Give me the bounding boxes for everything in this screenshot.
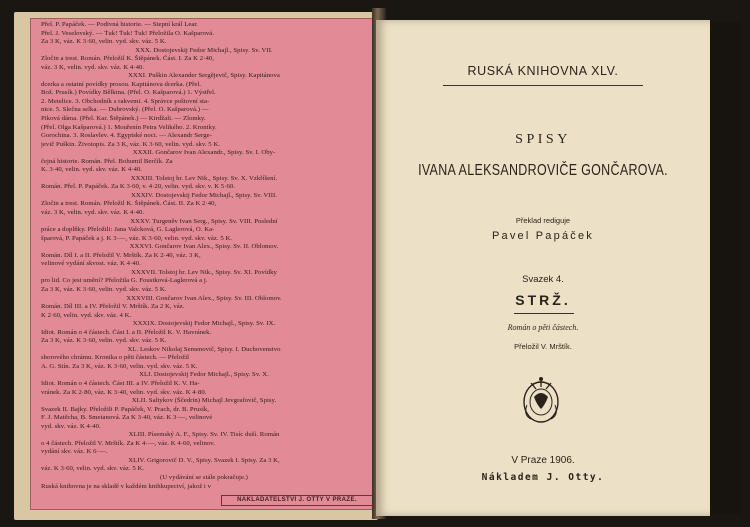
catalog-line: XXXV. Turgeněv Ivan Serg., Spisy. Sv. VIII. Poslední — [130, 217, 278, 225]
catalog-line: vyd. skv. váz. K 4·40. — [41, 422, 101, 430]
catalog-line: váz. 3 K, velin. vyd. skv. váz. K 4·40. — [41, 63, 145, 71]
catalog-line: práce a doplňky. Přeložili: Jana Valcková, G. Laglerová, O. Ka- — [41, 226, 215, 234]
catalog-line: XXXVI. Gončarov Ivan Alex., Spisy. Sv. II. Oblomov. — [129, 243, 279, 251]
catalog-line: Román. Přel. P. Papáček. Za K 3·60, v. 4·20, velin. vyd. skv. v. K 5·60. — [41, 183, 235, 191]
catalog-line: A. G. Stín. Za 3 K, váz. K 3·60, velin. vyd. skv. váz. 5 K. — [41, 362, 198, 370]
title-page — [376, 20, 710, 516]
catalog-line: čejná historie. Román. Přel. Bohumil Berčík. Za — [41, 157, 173, 165]
catalog-line: XL. Leskov Nikolaj Semenovič, Spisy. I. Duchovenstvo — [127, 345, 281, 353]
catalog-line: o 4 částech. Přeložil V. Mrštík. Za K 4·—, váz. K 4·60, velinov. — [41, 439, 215, 447]
catalog-line: Přel. J. Veselovský. — Ťuk! Ťuk! Ťuk! Přeložila O. Kašparová. — [41, 29, 215, 37]
catalog-line: nice. 5. Slečna selka. — Dubrovský. (Přel. O. Kašparová.) — — [41, 106, 209, 114]
catalog-line: Ruská knihovna je na skladě v každém knihkupectví, jakož i v — [41, 482, 211, 490]
publisher-name: Nákladem J. Otty. — [481, 472, 605, 483]
catalog-line: Za 3 K, váz. K 3·60, velin. vyd. skv. váz. 5 K. — [41, 337, 167, 345]
book-spread — [8, 8, 742, 519]
catalog-line: Zločin a trest. Román. Přeložil K. Štěpánek. Část. II. Za K 2·40, — [41, 200, 217, 208]
pink-endpaper — [30, 18, 375, 510]
catalog-line: velinové vydání skvost. váz. K 4·40. — [41, 260, 141, 268]
catalog-line: sborového chrámu. Kronika o pěti částech. — Přeložil — [41, 354, 190, 362]
catalog-line: šparová, P. Papáček a j. K 3·—, váz. K 3·60, velin. vyd. skv. váz. 5 K. — [41, 234, 233, 242]
book-subtitle: Román o pěti částech. — [507, 323, 579, 332]
collection-title: SPISY — [515, 132, 571, 147]
catalog-line: jevič Puškin. Životopis. Za 3 K, váz. K 3·60, velin. vyd. skv. 5 K. — [41, 140, 220, 148]
catalog-line: pro lid. Co jest umění? Přeložila G. Foustková-Laglerová a j. — [41, 277, 208, 285]
catalog-line: XLIII. Písemský A. F., Spisy. Sv. IV. Tisíc duší. Román — [128, 431, 280, 439]
catalog-line: Svazek II. Bajky. Přeložili P. Papáček, V. Prach, dr. B. Prusík, — [41, 405, 210, 413]
catalog-line: (Přel. Olga Kašparová.) 1. Mouřenín Petra Velikého. 2. Kroniky. — [41, 123, 217, 131]
background-edge — [710, 22, 740, 514]
catalog-line: XLIV. Grigorovič D. V., Spisy. Svazek I. Spisy. Za 3 K, — [128, 456, 280, 464]
catalog-line: XXXII. Gončarov Ivan Alexandr., Spisy. Sv. I. Oby- — [132, 149, 276, 157]
publication-place-year: V Praze 1906. — [511, 455, 575, 466]
catalog-line: K. 3·40, velin. vyd. skv. váz. K 4·40. — [41, 166, 143, 174]
catalog-line: vydání skv. váz. K 6·—. — [41, 448, 108, 456]
catalog-line: 2. Metelice. 3. Obchodník s rakvemi. 4. Správce poštovní sta- — [41, 97, 210, 105]
catalog-line: XXXIV. Dostojevskij Fedor Michajl., Spisy. Sv. VIII. — [130, 191, 277, 199]
catalog-line: (U vydávání se stále pokračuje.) — [160, 473, 248, 481]
catalog-line: váz. 3 K, velin. vyd. skv. váz. K 4·40. — [41, 209, 145, 217]
catalog-line: Za 3 K, váz. K 3·60, velin. vyd. skv. váz. 5 K. — [41, 38, 167, 46]
catalog-line: XLII. Saltykov (Ščedrin) Michajl Jevgrafovič, Spisy. — [131, 397, 277, 405]
catalog-line: váz. K 3·60, velin. vyd. skv. váz. 5 K. — [41, 465, 145, 473]
catalog-line: XXX. Dostojevskij Fedor Michajl., Spisy. Sv. VII. — [135, 46, 273, 54]
catalog-line: vránek. Za K 2·80, váz. K 3·40, velin. vyd. skv. váz. K 4·80. — [41, 388, 207, 396]
catalog-line: Gorochina. 3. Roslavlev. 4. Egyptské noci. — Alexandr Serge- — [41, 132, 212, 140]
catalog-line: XXXVII. Tolstoj hr. Lev Nik., Spisy. Sv. XI. Povídky — [131, 268, 277, 276]
book-title: STRŽ. — [515, 292, 571, 308]
author-name: IVANA ALEKSANDROVIČE GONČAROVA. — [418, 162, 668, 179]
catalog-line: Idiot. Román o 4 částech. Část I. a II. Přeložil K. V. Havránek. — [41, 328, 212, 336]
editor-name: Pavel Papáček — [492, 230, 594, 242]
divider-rule — [443, 85, 643, 86]
catalog-line: XXXVIII. Gončarov Ivan Alex., Spisy. Sv. III. Oblomov. — [126, 294, 282, 302]
volume-number: Svazek 4. — [522, 274, 564, 285]
catalog-line: F. J. Matěcha, B. Smetanová. Za K 3·40, váz. K 3·—, velinové — [41, 414, 213, 422]
catalog-line: dcerka a ostatní povídky prosou. Kapitánova dcerka. (Přel. — [41, 80, 202, 88]
divider-rule — [514, 313, 574, 314]
catalog-line: Román. Díl III. a IV. Přeložil V. Mrštík. Za 2 K, váz. — [41, 303, 185, 311]
catalog-line: Za 3 K, váz. K 3·60, velin. vyd. skv. váz. 5 K. — [41, 285, 167, 293]
editor-label: Překlad rediguje — [515, 216, 571, 225]
catalog-line: Bož. Prusík.) Povídky Bělkina. (Přel. O. Kašparová.) 1. Výstřel. — [41, 89, 216, 97]
catalog-line: XXXIX. Dostojevskij Fedor Michajl., Spisy. Sv. IX. — [132, 320, 276, 328]
translator-credit: Přeložil V. Mrštík. — [514, 342, 572, 351]
catalog-line: XLI. Dostojevskij Fedor Michajl., Spisy. Sv. X. — [139, 371, 269, 379]
catalog-line: K 2·60, velin. vyd. skv. váz. 4 K. — [41, 311, 132, 319]
catalog-line: XXXIII. Tolstoj hr. Lev Nik., Spisy. Sv. X. Vzkříšení. — [130, 174, 278, 182]
catalog-line: XXXI. Puškin Alexander Sergějevič, Spisy. Kapitánova — [128, 72, 280, 80]
publisher-imprint-box: NAKLADATELSTVÍ J. OTTY V PRAZE. — [221, 495, 373, 506]
publisher-emblem-icon — [519, 375, 563, 425]
catalog-line: Zločin a trest. Román. Přeložil K. Štěpánek. Část. I. Za K 2·40, — [41, 55, 214, 63]
catalog-line: Přel. P. Papáček. — Podivná historie. — Stepní král Lear. — [41, 21, 199, 28]
catalog-line: Idiot. Román o 4 částech. Část III. a IV. Přeložil K. V. Ha- — [41, 379, 200, 387]
catalog-line: Román. Díl I. a II. Přeložil V. Mrštík. Za K 2·40, váz. 3 K, — [41, 251, 201, 259]
publisher-catalog-list — [41, 21, 367, 491]
series-title: RUSKÁ KNIHOVNA XLV. — [467, 64, 619, 78]
catalog-line: Piková dáma. (Přel. Kar. Štěpánek.) — Kirdžali. — Zlomky. — [41, 115, 206, 123]
